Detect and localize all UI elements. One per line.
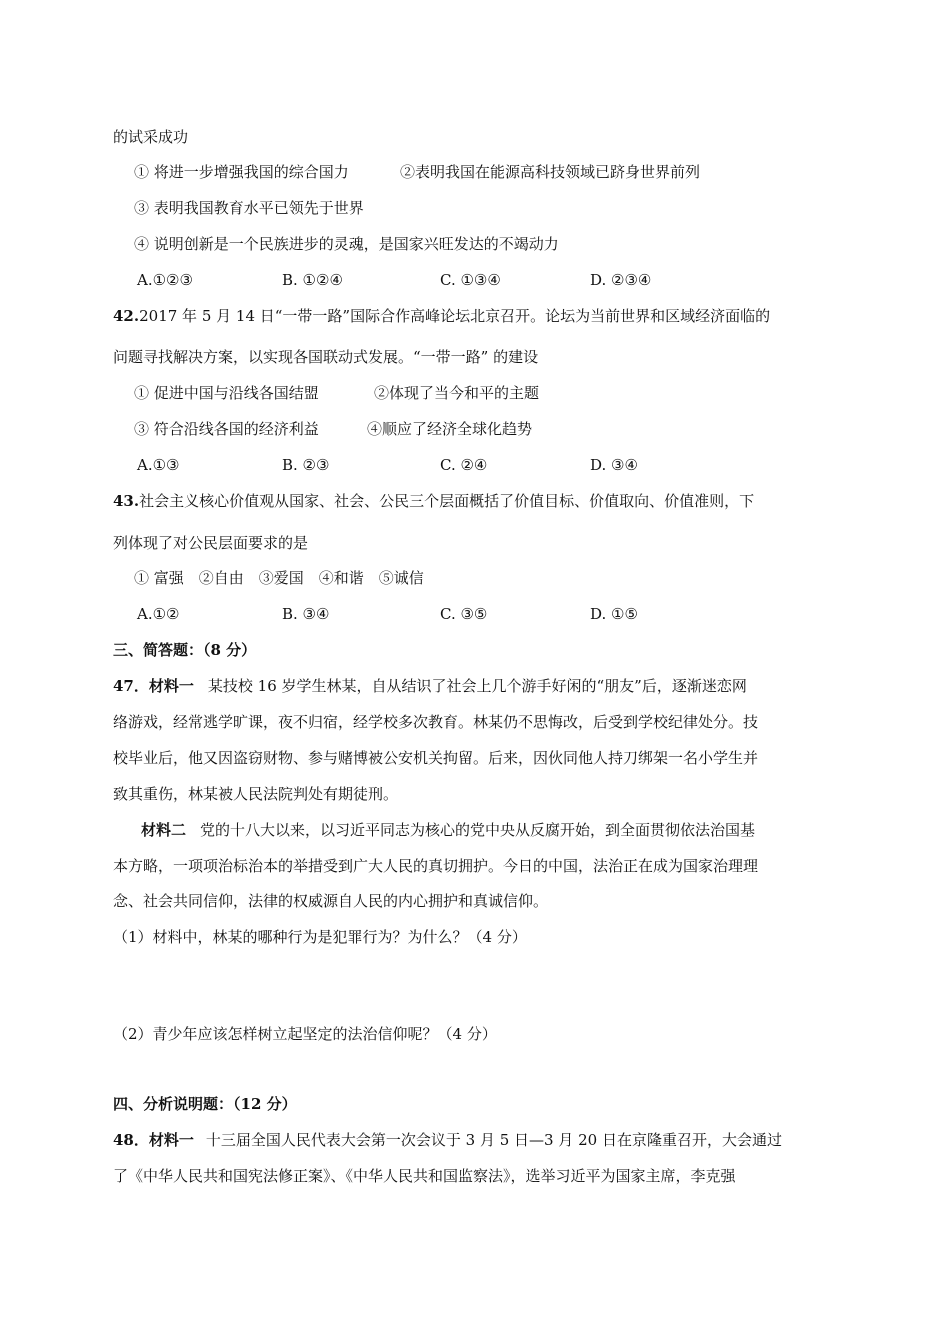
q42-option-b: B. ②③	[282, 456, 330, 474]
q47-material-1-line-2: 络游戏，经常逃学旷课，夜不归宿，经学校多次教育。林某仍不思悔改，后受到学校纪律处分。技	[113, 713, 759, 731]
q42-stem-line-1	[113, 306, 770, 326]
q42-statement-1: ① 促进中国与沿线各国结盟	[134, 384, 319, 402]
q47-subquestion-1: （1）材料中，林某的哪种行为是犯罪行为？为什么？（4 分）	[113, 928, 527, 946]
q48-material-1-text-1: 十三届全国人民代表大会第一次会议于 3 月 5 日—3 月 20 日在京隆重召开，大会通过	[205, 1131, 782, 1149]
q42-text-1: 2017 年 5 月 14 日“一带一路”国际合作高峰论坛北京召开。论坛为当前世界和区域经济面临的	[139, 307, 771, 325]
q43-number: 43.	[113, 492, 140, 510]
q41-statement-1: ① 将进一步增强我国的综合国力	[134, 163, 349, 181]
q43-stem-line-2: 列体现了对公民层面要求的是	[113, 534, 309, 552]
q42-number: 42.	[113, 307, 140, 325]
q47-material-2-line-1	[141, 820, 755, 840]
q42-option-c: C. ②④	[440, 456, 488, 474]
q42-statement-4: ④顺应了经济全球化趋势	[367, 420, 533, 438]
q47-material-2-line-3: 念、社会共同信仰，法律的权威源自人民的内心拥护和真诚信仰。	[113, 892, 549, 910]
q48-number: 48．	[113, 1131, 149, 1149]
q47-material-2-line-2: 本方略，一项项治标治本的举措受到广大人民的真切拥护。今日的中国，法治正在成为国家治理理	[113, 857, 759, 875]
q41-statement-4: ④ 说明创新是一个民族进步的灵魂，是国家兴旺发达的不竭动力	[134, 235, 559, 253]
q43-option-d: D. ①⑤	[590, 605, 638, 623]
q47-material-1-label: 材料一	[148, 677, 194, 695]
q47-material-1-text-1: 某技校 16 岁学生林某，自从结识了社会上几个游手好闲的“朋友”后，逐渐迷恋网	[207, 677, 747, 695]
q48-material-1-label: 材料一	[148, 1131, 194, 1149]
q42-option-a: A.①③	[137, 456, 180, 474]
q47-subquestion-2: （2）青少年应该怎样树立起坚定的法治信仰呢？（4 分）	[113, 1025, 497, 1043]
q41-statement-2: ②表明我国在能源高科技领域已跻身世界前列	[400, 163, 701, 181]
q43-stem-line-1	[113, 491, 754, 511]
q48-material-1-line-2: 了《中华人民共和国宪法修正案》、《中华人民共和国监察法》，选举习近平为国家主席，李克强	[113, 1167, 736, 1185]
q42-statement-2: ②体现了当今和平的主题	[374, 384, 540, 402]
q47-material-1-line-3: 校毕业后，他又因盗窃财物、参与赌博被公安机关拘留。后来，因伙同他人持刀绑架一名小学生并	[113, 749, 759, 767]
q41-option-b: B. ①②④	[282, 271, 343, 289]
q47-number: 47．	[113, 677, 149, 695]
q43-option-a: A.①②	[137, 605, 180, 623]
q43-option-b: B. ③④	[282, 605, 330, 623]
q47-material-1-line-4: 致其重伤，林某被人民法院判处有期徒刑。	[113, 785, 399, 803]
q42-option-d: D. ③④	[590, 456, 638, 474]
q43-option-c: C. ③⑤	[440, 605, 488, 623]
q47-material-2-text-1: 党的十八大以来，以习近平同志为核心的党中央从反腐开始，到全面贯彻依法治国基	[200, 821, 756, 839]
q41-option-c: C. ①③④	[440, 271, 501, 289]
q43-text-1: 社会主义核心价值观从国家、社会、公民三个层面概括了价值目标、价值取向、价值准则，下	[139, 492, 755, 510]
q47-material-1-line-1	[113, 676, 747, 696]
q41-option-a: A.①②③	[137, 271, 193, 289]
q48-material-1-line-1	[113, 1130, 782, 1150]
section-4-heading: 四、分析说明题：（12 分）	[113, 1095, 297, 1113]
q41-continuation: 的试采成功	[113, 128, 189, 146]
section-3-heading: 三、简答题：（8 分）	[113, 641, 257, 659]
q42-stem-line-2: 问题寻找解决方案，以实现各国联动式发展。“一带一路” 的建设	[113, 348, 539, 366]
q47-material-2-label: 材料二	[141, 821, 187, 839]
q43-items: ① 富强 ②自由 ③爱国 ④和谐 ⑤诚信	[134, 569, 424, 587]
q41-statement-3: ③ 表明我国教育水平已领先于世界	[134, 199, 364, 217]
q42-statement-3: ③ 符合沿线各国的经济利益	[134, 420, 319, 438]
q41-option-d: D. ②③④	[590, 271, 652, 289]
